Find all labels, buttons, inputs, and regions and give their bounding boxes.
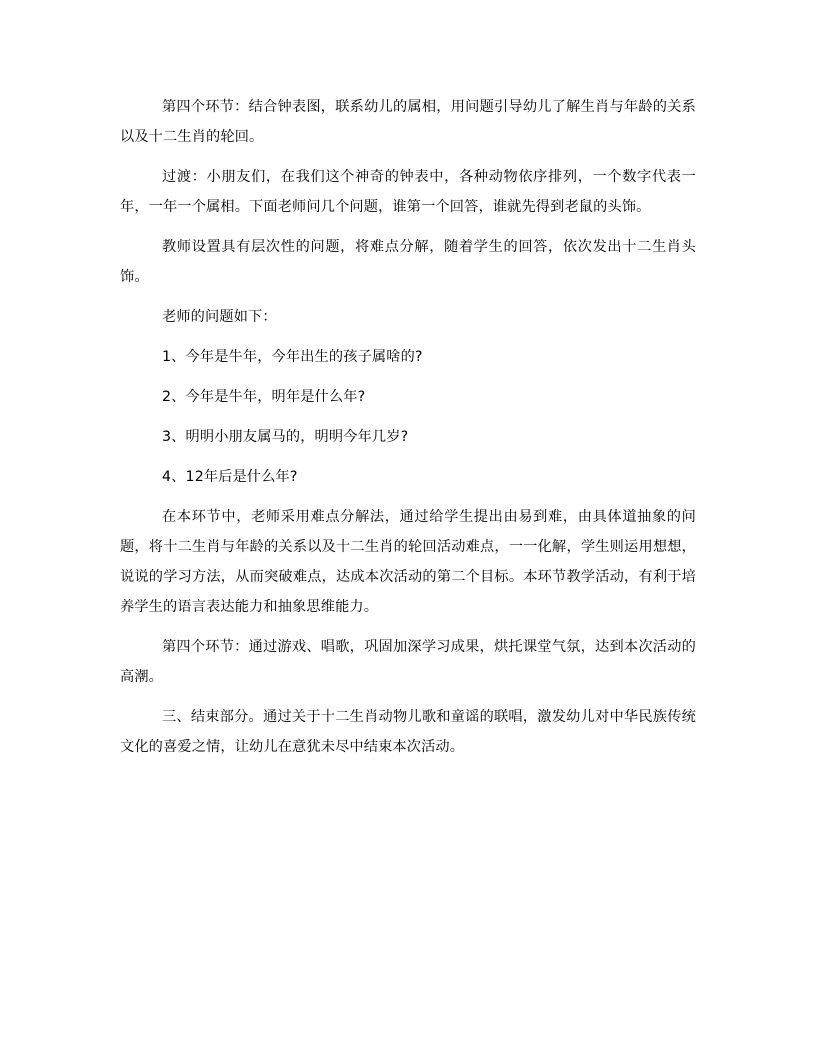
paragraph-section-analysis: 在本环节中，老师采用难点分解法，通过给学生提出由易到难，由具体道抽象的问题，将十二生肖与年龄的关系以及十二生肖的轮回活动难点，一一化解，学生则运用想想，说说的学习方法，从而突破难点，达成本次活动的第二个目标。本环节教学活动，有利于培养学生的语言表达能力和抽象思维能力。 [120,509,696,615]
paragraph-questions-heading: 老师的问题如下： [162,309,277,325]
question-item-2: 2、今年是牛年，明年是什么年? [162,389,366,405]
question-item-3: 3、明明小朋友属马的，明明今年几岁? [162,429,409,445]
question-item-1: 1、今年是牛年，今年出生的孩子属啥的? [162,349,423,365]
paragraph-conclusion: 三、结束部分。通过关于十二生肖动物儿歌和童谣的联唱，激发幼儿对中华民族传统文化的喜爱之情，让幼儿在意犹未尽中结束本次活动。 [120,709,696,755]
paragraph-section-four-intro: 第四个环节：结合钟表图，联系幼儿的属相，用问题引导幼儿了解生肖与年龄的关系以及十二生肖的轮回。 [120,99,696,145]
question-item-4: 4、12年后是什么年? [162,469,298,485]
paragraph-section-four-games: 第四个环节：通过游戏、唱歌，巩固加深学习成果，烘托课堂气氛，达到本次活动的高潮。 [120,639,696,685]
paragraph-transition: 过渡：小朋友们，在我们这个神奇的钟表中，各种动物依序排列，一个数字代表一年，一年一个属相。下面老师问几个问题，谁第一个回答，谁就先得到老鼠的头饰。 [120,169,696,215]
paragraph-teacher-questions-setup: 教师设置具有层次性的问题，将难点分解，随着学生的回答，依次发出十二生肖头饰。 [120,239,696,285]
document-page [120,92,696,772]
